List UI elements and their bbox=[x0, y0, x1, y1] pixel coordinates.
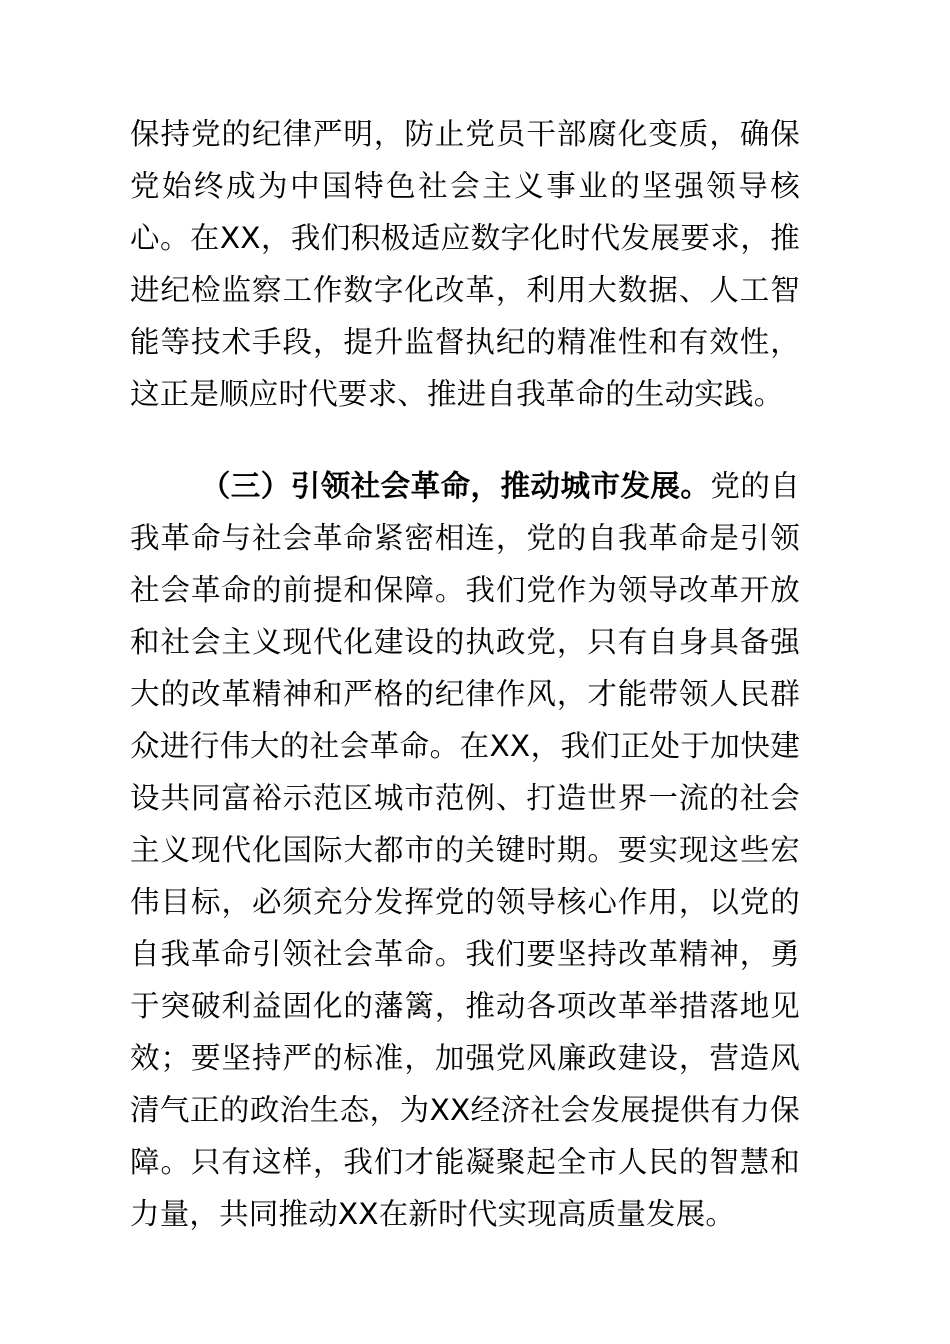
paragraph-2 bbox=[130, 460, 800, 1240]
paragraph-1 bbox=[130, 108, 800, 420]
document-body bbox=[130, 108, 800, 1240]
paragraph-2-text: 党的自我革命与社会革命紧密相连，党的自我革命是引领社会革命的前提和保障。我们党作为领导改革开放和社会主义现代化建设的执政党，只有自身具备强大的改革精神和严格的纪律作风，才能带领人民群众进行伟大的社会革命。在XX，我们正处于加快建设共同富裕示范区城市范例、打造世界一流的社会主义现代化国际大都市的关键时期。要实现这些宏伟目标，必须充分发挥党的领导核心作用，以党的自我革命引领社会革命。我们要坚持改革精神，勇于突破利益固化的藩篱，推动各项改革举措落地见效；要坚持严的标准，加强党风廉政建设，营造风清气正的政治生态，为XX经济社会发展提供有力保障。只有这样，我们才能凝聚起全市人民的智慧和力量，共同推动XX在新时代实现高质量发展。 bbox=[130, 469, 800, 1231]
paragraph-1-text: 保持党的纪律严明，防止党员干部腐化变质，确保党始终成为中国特色社会主义事业的坚强领导核心。在XX，我们积极适应数字化时代发展要求，推进纪检监察工作数字化改革，利用大数据、人工智能等技术手段，提升监督执纪的精准性和有效性，这正是顺应时代要求、推进自我革命的生动实践。 bbox=[130, 117, 800, 411]
paragraph-2-heading-run: （三）引领社会革命，推动城市发展。 bbox=[200, 469, 711, 503]
